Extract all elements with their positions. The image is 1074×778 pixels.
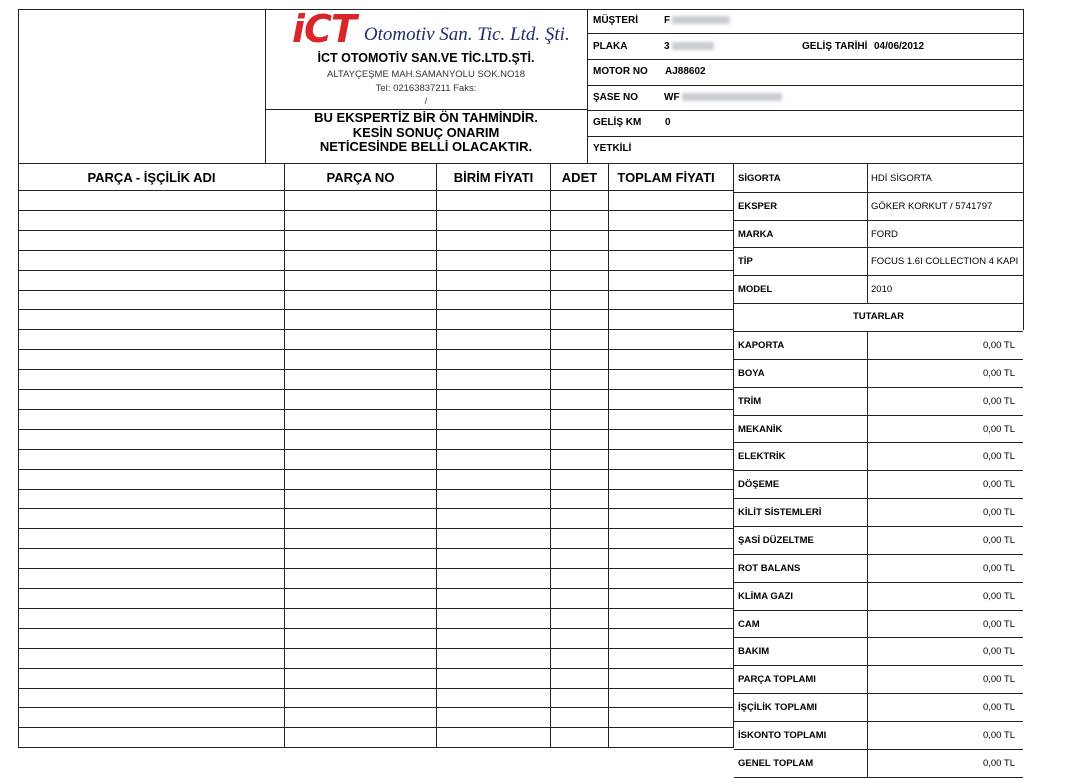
yetkili-label: YETKİLİ <box>593 143 632 154</box>
table-row <box>18 250 734 251</box>
totals-value: 0,00 TL <box>982 562 1015 574</box>
header-bottom-rule <box>18 163 1024 164</box>
totals-label: PARÇA TOPLAMI <box>738 674 816 686</box>
row-rule <box>734 637 1023 638</box>
cell-rule <box>867 247 868 275</box>
cell-rule <box>867 582 868 610</box>
table-row <box>18 588 734 589</box>
cell-rule <box>867 610 868 638</box>
table-row <box>18 668 734 669</box>
km-label: GELİŞ KM <box>593 117 642 128</box>
plaka-value-text: 3 <box>664 41 670 52</box>
row-rule <box>734 749 1023 750</box>
cell-rule <box>1023 163 1024 330</box>
cell-rule <box>867 693 868 721</box>
totals-label: ŞASİ DÜZELTME <box>738 534 814 546</box>
row-rule <box>734 470 1023 471</box>
company-phone: Tel: 02163837211 Faks: <box>375 83 477 94</box>
sase-redaction <box>682 93 782 101</box>
cell-rule <box>867 554 868 582</box>
vehicle-rule-3 <box>587 85 1024 86</box>
totals-value: 0,00 TL <box>982 618 1015 630</box>
info-label: MARKA <box>738 228 774 240</box>
parts-col-rule-5 <box>733 163 734 747</box>
totals-value: 0,00 TL <box>982 534 1015 546</box>
table-row <box>18 727 734 728</box>
row-rule <box>734 498 1023 499</box>
logo-text: Otomotiv San. Tic. Ltd. Şti. <box>363 24 570 45</box>
totals-label: GENEL TOPLAM <box>738 757 814 769</box>
info-label: SİGORTA <box>738 173 781 184</box>
cell-rule <box>867 498 868 526</box>
plaka-label: PLAKA <box>593 41 628 52</box>
border-left <box>18 9 19 163</box>
gelis-tarihi-value: 04/06/2012 <box>874 41 925 52</box>
totals-value: 0,00 TL <box>982 674 1015 686</box>
parts-header-rule <box>18 190 734 191</box>
row-rule <box>734 442 1023 443</box>
cell-rule <box>867 192 868 220</box>
gelis-tarihi-label: GELİŞ TARİHİ <box>802 41 868 52</box>
table-row <box>18 548 734 549</box>
cell-rule <box>867 331 868 359</box>
cell-rule <box>867 415 868 443</box>
totals-label: KİLİT SİSTEMLERİ <box>738 507 822 519</box>
row-rule <box>734 415 1023 416</box>
totals-value: 0,00 TL <box>982 340 1015 351</box>
plaka-value <box>664 41 714 52</box>
company-name: İCT OTOMOTİV SAN.VE TİC.LTD.ŞTİ. <box>317 51 535 65</box>
cell-rule <box>867 442 868 470</box>
row-rule <box>734 192 1023 193</box>
table-row <box>18 707 734 708</box>
totals-value: 0,00 TL <box>982 423 1015 435</box>
parts-col-rule-0 <box>18 163 19 747</box>
row-rule <box>734 331 1023 332</box>
totals-label: CAM <box>738 618 760 630</box>
totals-title: TUTARLAR <box>852 311 904 322</box>
table-row <box>18 508 734 509</box>
musteri-value-text: F <box>664 15 671 26</box>
totals-label: ELEKTRİK <box>738 451 786 463</box>
totals-label: MEKANİK <box>738 423 783 435</box>
totals-label: KAPORTA <box>738 340 785 351</box>
table-row <box>18 389 734 390</box>
parts-col-rule-1 <box>284 163 285 747</box>
totals-value: 0,00 TL <box>982 367 1015 379</box>
cell-rule <box>867 387 868 415</box>
row-rule <box>734 220 1023 221</box>
notice-line-1: BU EKSPERTİZ BİR ÖN TAHMİNDİR. <box>314 110 538 125</box>
company-address: ALTAYÇEŞME MAH.SAMANYOLU SOK.NO18 <box>327 69 525 80</box>
km-value: 0 <box>665 117 671 128</box>
row-rule <box>734 693 1023 694</box>
totals-value: 0,00 TL <box>982 702 1015 714</box>
totals-label: TRİM <box>738 395 762 407</box>
totals-value: 0,00 TL <box>982 507 1015 519</box>
row-rule <box>734 359 1023 360</box>
totals-value: 0,00 TL <box>982 590 1015 602</box>
parts-col-rule-3 <box>550 163 551 747</box>
notice-line-3: NETİCESİNDE BELLİ OLACAKTIR. <box>319 139 533 154</box>
motor-value: AJ88602 <box>665 66 706 77</box>
vehicle-rule-4 <box>587 110 1024 111</box>
totals-value: 0,00 TL <box>982 646 1015 658</box>
totals-value: 0,00 TL <box>982 729 1015 741</box>
table-row <box>18 608 734 609</box>
company-slash: / <box>424 96 428 107</box>
vehicle-rule-5 <box>587 136 1024 137</box>
table-row <box>18 429 734 430</box>
cell-rule <box>867 470 868 498</box>
col-header-total: TOPLAM FİYATI <box>617 170 715 185</box>
info-value: 2010 <box>871 284 893 296</box>
table-row <box>18 270 734 271</box>
totals-label: İŞÇİLİK TOPLAMI <box>738 702 817 714</box>
table-row <box>18 469 734 470</box>
parts-col-rule-2 <box>436 163 437 747</box>
cell-rule <box>867 749 868 777</box>
motor-label: MOTOR NO <box>593 66 648 77</box>
col-header-name: PARÇA - İŞÇİLİK ADI <box>87 170 216 185</box>
table-row <box>18 329 734 330</box>
table-row <box>18 568 734 569</box>
col-header-qty: ADET <box>561 170 598 185</box>
row-rule <box>734 387 1023 388</box>
totals-label: KLİMA GAZI <box>738 590 794 602</box>
totals-value: 0,00 TL <box>982 451 1015 463</box>
table-row <box>18 290 734 291</box>
cell-rule <box>867 526 868 554</box>
info-value: FOCUS 1.6I COLLECTION 4 KAPI <box>871 256 1019 268</box>
totals-value: 0,00 TL <box>982 757 1015 769</box>
table-row <box>18 449 734 450</box>
row-rule <box>734 554 1023 555</box>
sase-label: ŞASE NO <box>593 92 639 103</box>
totals-value: 0,00 TL <box>982 395 1015 407</box>
parts-col-rule-4 <box>608 163 609 747</box>
table-row <box>18 747 734 748</box>
cell-rule <box>867 665 868 693</box>
table-row <box>18 648 734 649</box>
sase-value <box>664 92 782 103</box>
company-logo <box>292 7 570 51</box>
totals-label: DÖŞEME <box>738 479 780 491</box>
musteri-redaction <box>672 16 730 24</box>
row-rule <box>734 526 1023 527</box>
sase-value-text: WF <box>664 92 680 103</box>
logo-mark: iCT <box>292 7 356 51</box>
table-row <box>18 688 734 689</box>
notice <box>266 111 586 155</box>
row-rule <box>734 665 1023 666</box>
table-row <box>18 628 734 629</box>
table-row <box>18 369 734 370</box>
totals-label: ROT BALANS <box>738 562 801 574</box>
table-row <box>18 528 734 529</box>
totals-label: BOYA <box>738 367 765 379</box>
table-row <box>18 210 734 211</box>
info-label: EKSPER <box>738 200 778 212</box>
info-value: FORD <box>871 228 898 240</box>
vehicle-rule-1 <box>587 33 1024 34</box>
plaka-redaction <box>672 42 714 50</box>
info-label: MODEL <box>738 284 773 296</box>
musteri-value <box>664 15 730 26</box>
cell-rule <box>867 637 868 665</box>
row-rule <box>734 303 1023 304</box>
row-rule <box>734 247 1023 248</box>
table-row <box>18 489 734 490</box>
totals-value: 0,00 TL <box>982 479 1015 491</box>
row-rule <box>734 275 1023 276</box>
table-row <box>18 230 734 231</box>
col-header-partno: PARÇA NO <box>326 170 395 185</box>
totals-label: BAKIM <box>738 646 770 658</box>
cell-rule <box>867 220 868 248</box>
info-label: TİP <box>738 256 753 268</box>
col-header-unitprice: BİRİM FİYATI <box>453 170 534 185</box>
table-row <box>18 409 734 410</box>
totals-label: İSKONTO TOPLAMI <box>738 729 827 741</box>
cell-rule <box>867 359 868 387</box>
notice-line-2: KESİN SONUÇ ONARIM <box>352 124 500 140</box>
cell-rule <box>867 164 868 192</box>
musteri-label: MÜŞTERİ <box>593 15 638 26</box>
row-rule <box>734 721 1023 722</box>
table-row <box>18 349 734 350</box>
info-value: HDİ SİGORTA <box>871 173 932 184</box>
row-rule <box>734 582 1023 583</box>
cell-rule <box>867 275 868 303</box>
row-rule <box>734 610 1023 611</box>
info-value: GÖKER KORKUT / 5741797 <box>871 200 993 212</box>
cell-rule <box>867 721 868 749</box>
table-row <box>18 309 734 310</box>
vehicle-rule-2 <box>587 59 1024 60</box>
